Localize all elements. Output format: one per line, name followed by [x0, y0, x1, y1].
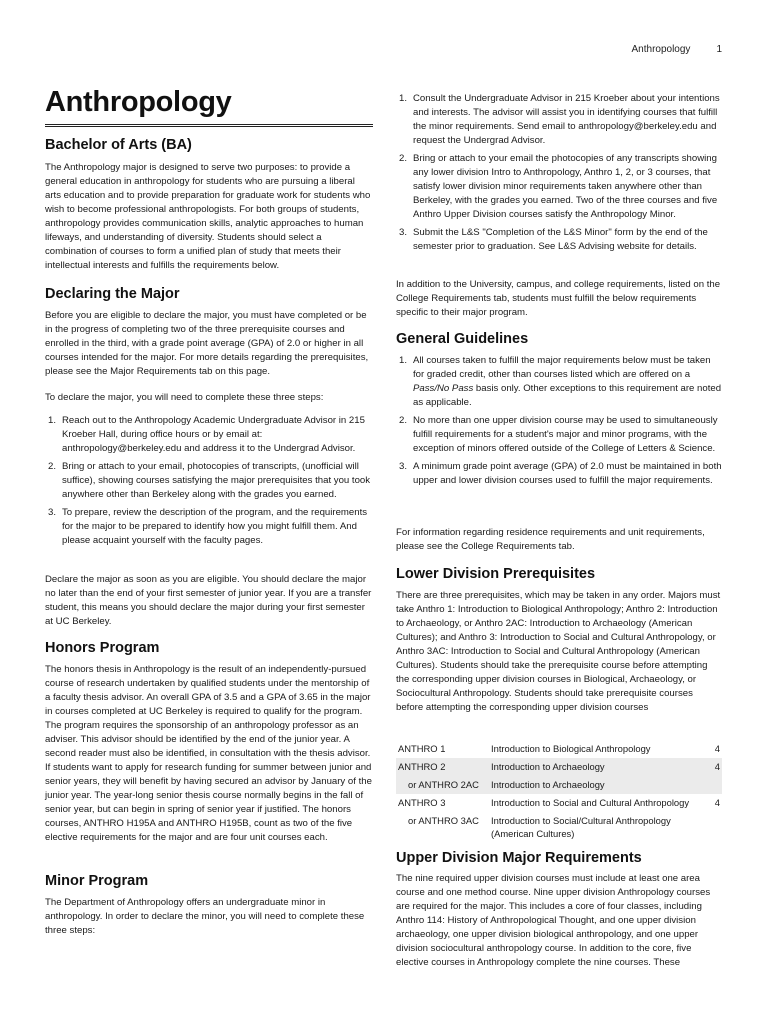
page-number: 1 — [716, 44, 722, 55]
course-code: or ANTHRO 2AC — [396, 776, 489, 794]
upper-division-heading: Upper Division Major Requirements — [396, 850, 642, 866]
course-title: Introduction to Archaeology — [489, 758, 708, 776]
course-code: ANTHRO 1 — [398, 743, 446, 754]
course-units: 4 — [714, 743, 720, 754]
lower-division-heading: Lower Division Prerequisites — [396, 566, 596, 582]
minor-heading: Minor Program — [45, 873, 149, 889]
list-item: 1. Consult the Undergraduate Advisor in 215 Kroeber about your intentions and interests. The advisor will assist you in identifying courses that fulfill the minor requirements. Send email to anthropology@berkeley.edu and request the Undergrad Advisor. — [399, 93, 720, 146]
table-row — [396, 812, 722, 843]
course-units: 4 — [708, 758, 722, 776]
upper-division-paragraph: The nine required upper division courses must include at least one area course and one method course. Nine upper division Anthropology courses are required for the major. This includes a core of four classes, including Anthro 114: History of Anthropological Thought, and one upper division archaeology, one upper division biological anthropology, and one upper division sociocultural anthropology course. In addition to the core, five elective courses in Anthropology complete the nine courses. These — [396, 873, 711, 968]
list-item-text: Submit the L&S "Completion of the L&S Minor" form by the end of the semester prior to graduation. See L&S Advising website for details. — [413, 227, 708, 252]
course-units — [708, 812, 722, 843]
title-rule — [45, 124, 373, 127]
table-row — [396, 794, 722, 812]
guidelines-heading: General Guidelines — [396, 331, 529, 347]
declaring-steps — [45, 414, 373, 552]
course-units — [708, 776, 722, 794]
minor-paragraph-2: In addition to the University, campus, and college requirements, listed on the College Requirements tab, students must fulfill the below requirements specific to their major program. — [396, 279, 721, 318]
guidelines-paragraph: For information regarding residence requirements and unit requirements, please see the College Requirements tab. — [396, 527, 705, 552]
lower-division-paragraph: There are three prerequisites, which may be taken in any order. Majors must take Anthro 1: Introduction to Biological Anthropology; Anthro 2: Introduction to Archaeology, or Anthro 2AC: Introduction to Archaeology (American Cultures); and Anthro 3: Introduction to Social and Cultural Anthropology, or Anthro 3AC: Introduction to Social and Cultural Anthropology (American Cultures). Students should take the prerequisite course before attempting the corresponding upper division courses in Biological, Archaeology, or Sociocultural Anthropology. Students should take prerequisite courses before attempting the corresponding upper division courses — [396, 590, 721, 713]
course-code: or ANTHRO 3AC — [408, 815, 479, 826]
declaring-heading: Declaring the Major — [45, 286, 180, 302]
list-item-text: All courses taken to fulfill the major requirements below must be taken for graded credit, other than courses listed which are offered on a Pass/No Pass basis only. Other exceptions to this requirement are noted as applicable. — [413, 355, 722, 408]
list-item: 3. To prepare, review the description of the program, and the requirements for the major to be prepared to identify how you might fulfill them. And please acquaint yourself with the faculty pages. — [48, 507, 368, 546]
list-item-text: Bring or attach to your email, photocopies of transcripts, (unofficial will suffice), showing courses satisfying the major prerequisites that you took anywhere other than Berkeley along with the grades you earned. — [62, 461, 371, 500]
list-item-text: Bring or attach to your email the photocopies of any transcripts showing any lower division Intro to Anthropology, Anthro 1, 2, or 3 courses, that satisfy lower division minor requirements taken anywhere other than Berkeley, with the grades you earned. Two of the three courses and five Anthro Upper Division courses satisfy the Anthropology Minor. — [413, 153, 718, 220]
page-title: Anthropology — [45, 86, 232, 118]
list-item: 3. Submit the L&S "Completion of the L&S Minor" form by the end of the semester prior to graduation. See L&S Advising website for details. — [399, 227, 708, 252]
course-title: Introduction to Archaeology — [489, 776, 708, 794]
list-item-text: No more than one upper division course may be used to simultaneously fulfill requirements for a student's major and minor programs, with the exception of minors offered outside of the College of Letters & Science. — [413, 415, 718, 454]
list-item-text: To prepare, review the description of the program, and the requirements for the major to be prepared to identify how you might fulfill them. And please acquaint yourself with the faculty pages. — [62, 507, 368, 546]
course-title: Introduction to Social and Cultural Anthropology — [491, 797, 690, 808]
running-header-section: Anthropology — [631, 44, 691, 55]
ba-intro: The Anthropology major is designed to serve two purposes: to provide a general education in anthropology for students who are pursuing a liberal arts education and to provide preparation for graduate work for students who wish to become professional anthropologists. For both groups of students, anthropology provides communication skills, analytic approaches to human lifeways, and understanding of diversity. Students should select a combination of courses to form a unified plan of study that meets their intellectual interests and fulfills the requirements below. — [45, 162, 371, 271]
list-item: 2. No more than one upper division course may be used to simultaneously fulfill requirements for a student's major and minor programs, with the exception of minors offered outside of the College of Letters & Science. — [399, 415, 718, 454]
course-title: Introduction to Social/Cultural Anthropology (American Cultures) — [491, 815, 671, 839]
list-item-text: Consult the Undergraduate Advisor in 215 Kroeber about your intentions and interests. The advisor will assist you in identifying courses that fulfill the minor requirements. Send email to anthropology@berkeley.edu and request the Undergrad Advisor. — [413, 93, 720, 146]
list-item: 3. A minimum grade point average (GPA) of 2.0 must be maintained in both upper and lower division courses used to fulfill the major requirements. — [399, 461, 722, 486]
minor-paragraph: The Department of Anthropology offers an undergraduate minor in anthropology. In order to declare the minor, you will need to complete these three steps: — [45, 897, 365, 936]
ba-heading: Bachelor of Arts (BA) — [45, 137, 192, 153]
course-title: Introduction to Biological Anthropology — [491, 743, 651, 754]
declaring-paragraph-1: Before you are eligible to declare the major, you must have completed or be in the progress of completing two of the three prerequisite courses and enrolled in the third, with a grade point average (GPA) of 2.0 or higher in all courses intended for the major. For more details regarding the prerequisites, please see the Major Requirements tab on this page. — [45, 310, 369, 377]
declaring-paragraph-3: Declare the major as soon as you are eligible. You should declare the major no later than the end of your first semester of junior year. If you are a transfer student, this means you should declare the major during your first semester at UC Berkeley. — [45, 574, 372, 627]
list-item: 1. All courses taken to fulfill the major requirements below must be taken for graded credit, other than courses listed which are offered on a Pass/No Pass basis only. Other exceptions to this requirement are noted as applicable. — [399, 355, 722, 408]
list-item-text: Reach out to the Anthropology Academic Undergraduate Advisor in 215 Kroeber Hall, during office hours or by email at: anthropology@berkeley.edu and address it to the Undergrad Advisor. — [62, 415, 365, 454]
guidelines-list — [396, 354, 722, 492]
list-item: 1. Reach out to the Anthropology Academic Undergraduate Advisor in 215 Kroeber Hall, during office hours or by email at: anthropology@berkeley.edu and address it to the Undergrad Advisor. — [48, 415, 365, 454]
running-header — [632, 44, 723, 55]
list-item: 2. Bring or attach to your email, photocopies of transcripts, (unofficial will suffice), showing courses satisfying the major prerequisites that you took anywhere other than Berkeley along with the grades you earned. — [48, 461, 371, 500]
course-code: ANTHRO 3 — [398, 797, 446, 808]
table-row — [396, 758, 722, 776]
list-item-text: A minimum grade point average (GPA) of 2.0 must be maintained in both upper and lower division courses used to fulfill the major requirements. — [413, 461, 722, 486]
table-row — [396, 740, 722, 758]
honors-heading: Honors Program — [45, 640, 160, 656]
list-item: 2. Bring or attach to your email the photocopies of any transcripts showing any lower division Intro to Anthropology, Anthro 1, 2, or 3 courses, that satisfy lower division minor requirements taken anywhere other than Berkeley, with the grades you earned. Two of the three courses and five Anthro Upper Division courses satisfy the Anthropology Minor. — [399, 153, 718, 220]
honors-paragraph: The honors thesis in Anthropology is the result of an independently-pursued course of research undertaken by qualified students under the mentorship of a faculty thesis advisor. An overall GPA of 3.5 and a GPA of 3.65 in the major in courses completed at UC Berkeley is required to qualify for the program. The program requires the sponsorship of an anthropology professor as an adviser. This advisor should be identified by the end of the junior year. A second reader must also be identified, in consultation with the thesis advisor. If students want to apply for research funding for summer between junior and senior years, they will benefit by having secured an advisor by January of the junior year. The year-long senior thesis course normally begins in the fall of senior year, but can begin in spring of senior year if justified. The honors courses, ANTHRO H195A and ANTHRO H195B, count as two of the five elective requirements for the major and are four unit courses each. — [45, 664, 372, 843]
table-row — [396, 776, 722, 794]
course-code: ANTHRO 2 — [396, 758, 489, 776]
declaring-paragraph-2: To declare the major, you will need to complete these three steps: — [45, 392, 324, 403]
prerequisite-table — [396, 740, 722, 843]
course-units: 4 — [714, 797, 720, 808]
minor-steps — [396, 92, 722, 258]
